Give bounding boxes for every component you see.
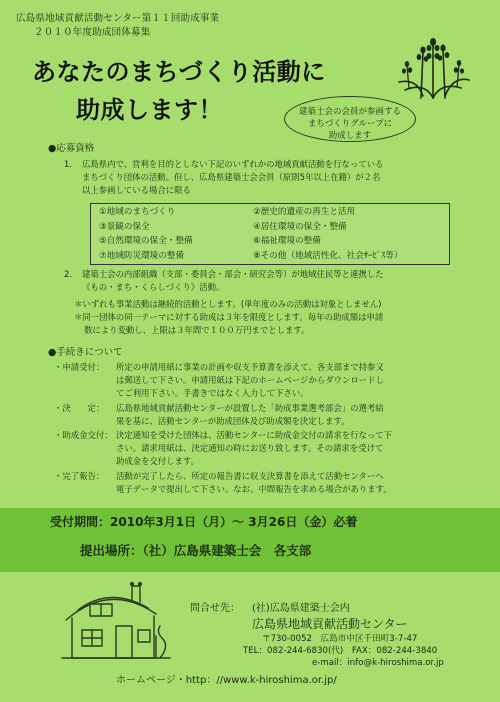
procedure-label: ・決 定：	[54, 402, 105, 413]
period-text: 2010年3月1日（月）～ 3月26日（金）必着	[110, 515, 358, 529]
note-line: 数により変動し、上限は３年間で１００万円までとします。	[84, 325, 310, 336]
place-row	[80, 542, 311, 559]
activity-item: ⑥福祉環境の整備	[253, 236, 321, 246]
eligibility-heading: ●応募資格	[48, 143, 95, 154]
activity-item: ③景観の保全	[99, 221, 150, 232]
item-1-line-2: まちづくり団体の活動。但し、広島県建築士会会員（原則5年以上在籍）が２名	[82, 172, 381, 183]
place-label: 提出場所：	[80, 543, 143, 558]
activity-item: ④居住環境の保全・整備	[253, 221, 347, 232]
contact-label: 問合せ先：	[190, 603, 240, 614]
place-text: （社）広島県建築士会 各支部	[142, 543, 312, 558]
activity-list-box	[90, 203, 450, 265]
contact-address: 〒730-0052 広島市中区千田町3-7-47	[262, 634, 418, 644]
flower-illustration-icon	[395, 30, 473, 100]
homepage-link[interactable]: ホームページ・http：//www.k-hiroshima.or.jp/	[116, 675, 337, 686]
contact-org-1: (社)広島県建築士会内	[252, 603, 350, 614]
procedures-list	[54, 361, 494, 496]
bubble-line-3: 助成します	[328, 131, 372, 141]
note-line: ＊同一団体の同一テーマに対する助成は３年を限度とします。毎年の助成額は申請	[74, 312, 384, 323]
procedure-line: は郵送して下さい。申請用紙は下記のホームページからダウンロードし	[116, 375, 384, 386]
procedure-line: 電子データで提出して下さい。なお、中間報告を求める場合があります。	[116, 483, 392, 494]
bubble-line-1: 建築士会の会員が参画する	[298, 107, 401, 117]
procedure-line: てご利用下さい。手書きではなく入力して下さい。	[116, 388, 309, 399]
procedure-application	[54, 361, 494, 401]
header-line-2: ２０１０年度助成団体募集	[34, 27, 151, 38]
procedure-label: ・助成金交付：	[54, 430, 113, 441]
period-label: 受付期間：	[50, 515, 111, 529]
procedure-label: ・申請受付：	[54, 362, 105, 372]
house-illustration-icon	[60, 580, 172, 662]
activity-item: ②歴史的遺産の再生と活用	[253, 207, 356, 217]
eligibility-item-2	[64, 268, 484, 294]
item-1-line-1: 広島県内で、営利を目的としない下記のいずれかの地域貢献活動を行なっている	[82, 159, 384, 169]
contact-phone: TEL：082-244-6830(代) FAX：082-244-3840	[243, 646, 438, 656]
procedure-line: 所定の申請用紙に事業の計画や収支予算書を添えて、各支部まで持参又	[116, 362, 384, 372]
procedure-line: 果を基に、活動センターが助成団体及び助成額を決定します。	[116, 415, 350, 426]
callout-bubble	[284, 96, 416, 142]
activity-item: ⑤自然環境の保全・整備	[99, 236, 193, 246]
bubble-line-2: まちづくりグループに	[307, 119, 393, 129]
procedure-label: ・完了報告：	[54, 470, 105, 481]
procedure-report	[54, 470, 494, 496]
activity-item: ①地域のまちづくり	[99, 207, 176, 217]
procedure-decision	[54, 402, 494, 428]
procedures-heading: ●手続きについて	[48, 347, 123, 358]
item-2-line-2: 《もの・まち・くらしづくり》活動。	[82, 282, 225, 293]
procedure-line: 広島県地域貢献活動センターが設置した「助成事業選考部会」の選考結	[116, 402, 384, 413]
activity-item: ⑧その他（地域活性化、社会ｻｰﾋﾞｽ等）	[253, 250, 403, 261]
main-title-line-2: 助成します！	[76, 96, 223, 124]
procedure-line: 活動が完了したら、所定の報告書に収支決算書を添えて活動センターへ	[116, 470, 384, 481]
item-1-line-3: 以上参画している場合に限る	[82, 185, 191, 196]
item-2-number: 2.	[64, 269, 72, 279]
note-line: ＊いずれも事業活動は継続的活動とします。(単年度のみの活動は対象としません)	[74, 299, 382, 309]
contact-org-2: 広島県地域貢献活動センター	[252, 617, 408, 631]
procedure-grant	[54, 429, 494, 469]
item-1-number: 1.	[64, 159, 72, 169]
procedure-line: 決定通知を受けた団体は、活動センターに助成金交付の請求を行なって下	[116, 430, 393, 441]
period-row	[50, 514, 357, 530]
activity-item: ⑦地域防災環境の整備	[99, 250, 185, 261]
contact-email[interactable]: e-mail：info@k-hiroshima.or.jp	[312, 658, 444, 668]
procedure-line: 助成金を交付します。	[116, 456, 200, 467]
procedure-line: さい。請求用紙は、決定通知の時にお送り致します。その請求を受けて	[116, 443, 384, 454]
eligibility-notes	[74, 298, 490, 338]
header-line-1: 広島県地域貢献活動センター第１１回助成事業	[16, 13, 220, 24]
eligibility-item-1	[64, 158, 484, 198]
item-2-line-1: 建築士会の内部組織（支部・委員会・部会・研究会等）が地域住民等と連携した	[82, 269, 384, 279]
main-title-line-1: あなたのまちづくり活動に	[32, 58, 326, 86]
